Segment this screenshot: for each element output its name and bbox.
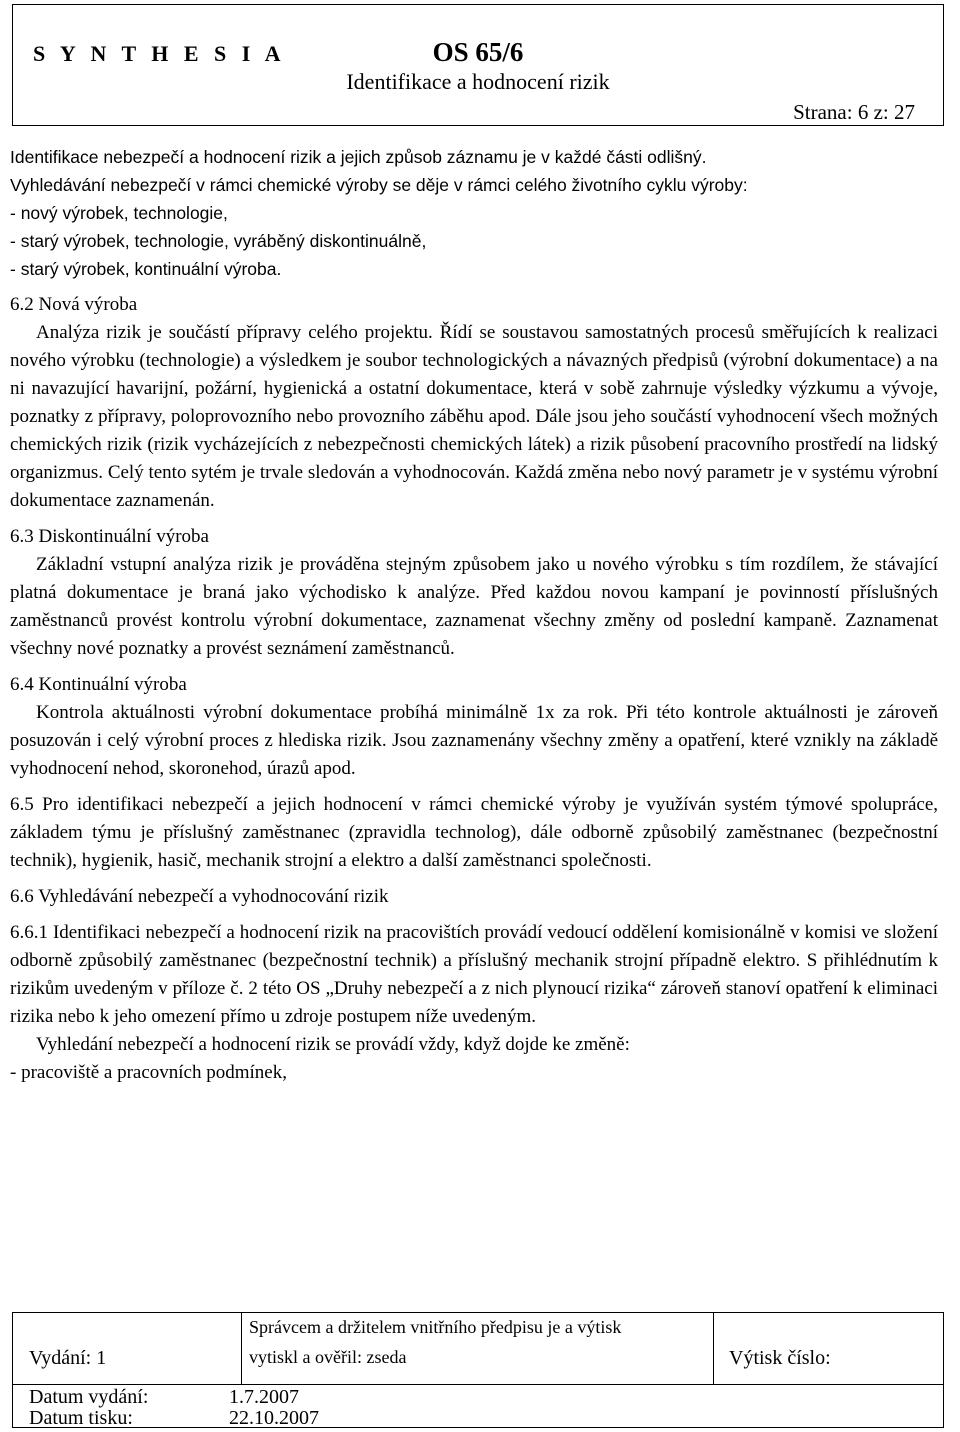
- section-heading-6-6: 6.6 Vyhledávání nebezpečí a vyhodnocování rizik: [10, 886, 389, 907]
- company-brand: S Y N T H E S I A: [33, 41, 286, 66]
- section-text-6-3: Základní vstupní analýza rizik je prováděna stejným způsobem jako u nového výrobku s tím rozdílem, že stávající platná dokumentace je braná jako východisko k analýze. Před každou novou kampaní je povinností příslušných zaměstnanců provést kontrolu výrobní dokumentace, zaznamenat všechny změny od poslední kampaně. Zaznamenat všechny nové poznatky a provést seznámení zaměstnanců.: [10, 554, 938, 659]
- intro-list-item: - starý výrobek, kontinuální výroba.: [10, 259, 282, 279]
- footer-divider: [241, 1313, 242, 1384]
- printed-by-text: vytiskl a ověřil: zseda: [249, 1347, 407, 1367]
- intro-line: Identifikace nebezpečí a hodnocení rizik a jejich způsob záznamu je v každé části odlišný.: [10, 147, 707, 167]
- custodian-text: Správcem a držitelem vnitřního předpisu je a výtisk: [249, 1317, 622, 1337]
- issue-date-label: Datum vydání:: [29, 1386, 149, 1408]
- section-list-item: - pracoviště a pracovních podmínek,: [10, 1062, 287, 1083]
- section-heading-6-2: 6.2 Nová výroba: [10, 294, 138, 315]
- intro-line: Vyhledávání nebezpečí v rámci chemické výroby se děje v rámci celého životního cyklu výroby:: [10, 175, 748, 195]
- section-heading-6-4: 6.4 Kontinuální výroba: [10, 674, 187, 695]
- page-number: Strana: 6 z: 27: [793, 100, 915, 124]
- section-heading-6-3: 6.3 Diskontinuální výroba: [10, 526, 209, 547]
- print-date-label: Datum tisku:: [29, 1407, 133, 1429]
- intro-list-item: - nový výrobek, technologie,: [10, 203, 228, 223]
- print-date-value: 22.10.2007: [229, 1407, 319, 1429]
- document-title: Identifikace a hodnocení rizik: [346, 69, 610, 94]
- document-body: [10, 143, 938, 1087]
- section-text-6-4: Kontrola aktuálnosti výrobní dokumentace probíhá minimálně 1x za rok. Při této kontrole aktuálnosti je zároveň posuzován i celý výrobní proces z hlediska rizik. Jsou zaznamenány všechny změny a opatření, které vznikly na základě vyhodnocení nehod, skoronehod, úrazů apod.: [10, 702, 938, 779]
- document-footer: [12, 1312, 944, 1428]
- document-header: [12, 4, 944, 126]
- document-code: OS 65/6: [432, 37, 524, 67]
- edition-label: Vydání: 1: [29, 1347, 107, 1369]
- issue-date-value: 1.7.2007: [229, 1386, 299, 1408]
- intro-list-item: - starý výrobek, technologie, vyráběný diskontinuálně,: [10, 231, 427, 251]
- copy-number-label: Výtisk číslo:: [729, 1347, 831, 1369]
- footer-divider: [713, 1313, 714, 1384]
- section-text-6-5: 6.5 Pro identifikaci nebezpečí a jejich hodnocení v rámci chemické výroby je využíván systém týmové spolupráce, základem týmu je příslušný zaměstnanec (zpravidla technolog), dále odborně způsobilý zaměstnanec (bezpečnostní technik), hygienik, hasič, mechanik strojní a elektro a další zaměstnanci společnosti.: [10, 794, 938, 871]
- section-text-6-2: Analýza rizik je součástí přípravy celého projektu. Řídí se soustavou samostatných procesů směřujících k realizaci nového výrobku (technologie) a výsledkem je soubor technologických a návazných předpisů (výrobní dokumentace) a na ni navazující havarijní, požární, hygienická a ostatní dokumentace, která v sobě zahrnuje výsledky výzkumu a vývoje, poznatky z přípravy, poloprovozního nebo provozního záběhu apod. Dále jsou jeho součástí vyhodnocení všech možných chemických rizik (rizik vycházejících z nebezpečnosti chemických látek) a rizik působení pracovního prostředí na lidský organizmus. Celý tento sytém je trvale sledován a vyhodnocován. Každá změna nebo nový parametr je v systému výrobní dokumentace zaznamenán.: [10, 322, 938, 511]
- intro-block: [10, 143, 938, 283]
- section-text-6-6-intro: Vyhledání nebezpečí a hodnocení rizik se provádí vždy, když dojde ke změně:: [36, 1034, 630, 1055]
- section-text-6-6-1: 6.6.1 Identifikaci nebezpečí a hodnocení rizik na pracovištích provádí vedoucí oddělení komisionálně v komisi ve složení odborně způsobilý zaměstnanec (bezpečnostní technik) a příslušný mechanik strojní případně elektro. S přihlédnutím k rizikům uvedeným v příloze č. 2 této OS „Druhy nebezpečí a z nich plynoucí rizika“ zároveň stanoví opatření k eliminaci rizika nebo k jeho omezení přímo u zdroje postupem níže uvedeným.: [10, 922, 938, 1027]
